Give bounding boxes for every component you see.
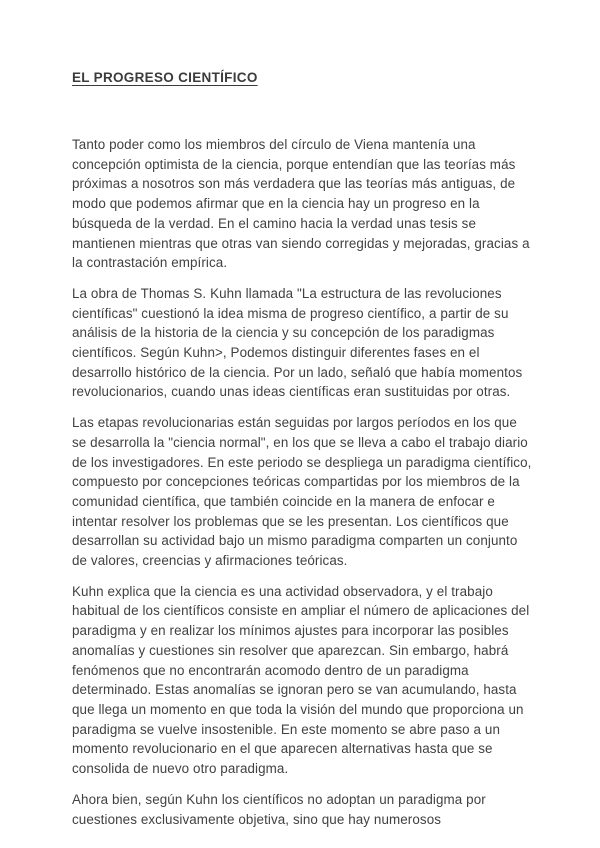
- paragraph-1: Tanto poder como los miembros del círculo de Viena mantenía una concepción optimista de la ciencia, porque entendían que las teorías más próximas a nosotros son más verdadera que las teorías más antiguas, de modo que podemos afirmar que en la ciencia hay un progreso en la búsqueda de la verdad. En el camino hacia la verdad unas tesis se mantienen mientras que otras van siendo corregidas y mejoradas, gracias a la contrastación empírica.: [72, 137, 530, 271]
- paragraph-4: Kuhn explica que la ciencia es una actividad observadora, y el trabajo habitual de los científicos consiste en ampliar el número de aplicaciones del paradigma y en realizar los mínimos ajustes para incorporar las posibles anomalías y cuestiones sin resolver que aparezcan. Sin embargo, habrá fenómenos que no encontrarán acomodo dentro de un paradigma determinado. Estas anomalías se ignoran pero se van acumulando, hasta que llega un momento en que toda la visión del mundo que proporciona un paradigma se vuelve insostenible. En este momento se abre paso a un momento revolucionario en el que aparecen alternativas hasta que se consolida de nuevo otro paradigma.: [72, 583, 530, 777]
- paragraph-3: Las etapas revolucionarias están seguidas por largos períodos en los que se desarrolla la "ciencia normal", en los que se lleva a cabo el trabajo diario de los investigadores. En este periodo se despliega un paradigma científico, compuesto por concepciones teóricas compartidas por los miembros de la comunidad científica, que también coincide en la manera de enfocar e intentar resolver los problemas que se les presentan. Los científicos que desarrollan su actividad bajo un mismo paradigma comparten un conjunto de valores, creencias y afirmaciones teóricas.: [72, 415, 532, 569]
- document-title: EL PROGRESO CIENTÍFICO: [72, 70, 258, 85]
- paragraph-5: Ahora bien, según Kuhn los científicos no adoptan un paradigma por cuestiones exclusivamente objetiva, sino que hay numerosos: [72, 791, 486, 827]
- paragraph-2: La obra de Thomas S. Kuhn llamada "La estructura de las revoluciones científicas" cuestionó la idea misma de progreso científico, a partir de su análisis de la historia de la ciencia y su concepción de los paradigmas científicos. Según Kuhn>, Podemos distinguir diferentes fases en el desarrollo histórico de la ciencia. Por un lado, señaló que había momentos revolucionarios, cuando unas ideas científicas eran sustituidas por otras.: [72, 285, 523, 400]
